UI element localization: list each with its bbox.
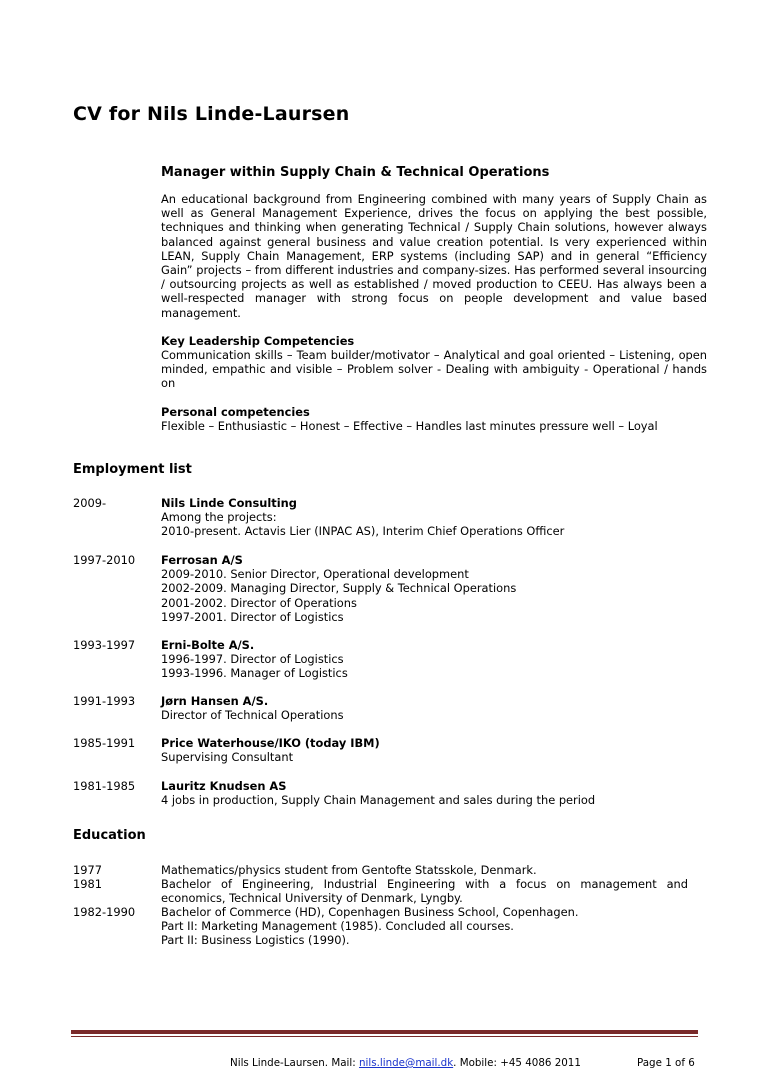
leadership-heading: Key Leadership Competencies bbox=[161, 333, 355, 348]
employment-detail: 2002-2009. Managing Director, Supply & Technical Operations bbox=[161, 581, 517, 596]
employment-company: Lauritz Knudsen AS bbox=[161, 779, 287, 793]
employment-years: 1985-1991 bbox=[73, 736, 136, 750]
personal-text: Flexible – Enthusiastic – Honest – Effective – Handles last minutes pressure well – Loyal bbox=[161, 418, 658, 433]
personal-heading: Personal competencies bbox=[161, 404, 310, 419]
employment-detail: Director of Technical Operations bbox=[161, 708, 344, 723]
education-detail: Bachelor of Commerce (HD), Copenhagen Business School, Copenhagen. bbox=[161, 905, 579, 919]
employment-company: Nils Linde Consulting bbox=[161, 496, 297, 510]
footer-contact bbox=[230, 1057, 581, 1069]
profile-summary: An educational background from Engineering combined with many years of Supply Chain as well as General Management Experience, drives the focus on applying the best possible, techniques and thinking when generating Technical / Supply Chain solutions, however always balanced against general business and value creation potential. Is very experienced within LEAN, Supply Chain Management, ERP systems (including SAP) and in general “Efficiency Gain” projects – from different industries and company-sizes. Has performed several insourcing / outsourcing projects as well as established / moved production to CEEU. Has always been a well-respected manager with strong focus on people development and value based management. bbox=[161, 192, 707, 320]
employment-company: Jørn Hansen A/S. bbox=[161, 694, 269, 708]
employment-detail: Among the projects: bbox=[161, 510, 277, 525]
footer-prefix: Nils Linde-Laursen. Mail: bbox=[230, 1057, 360, 1069]
profile-subtitle: Manager within Supply Chain & Technical Operations bbox=[161, 165, 550, 180]
employment-years: 1991-1993 bbox=[73, 694, 136, 708]
education-years: 1982-1990 bbox=[73, 905, 136, 919]
employment-detail: 2001-2002. Director of Operations bbox=[161, 595, 357, 610]
education-detail: Part II: Marketing Management (1985). Concluded all courses. bbox=[161, 919, 514, 934]
employment-detail: Supervising Consultant bbox=[161, 750, 294, 765]
education-years: 1981 bbox=[73, 877, 102, 891]
page-title: CV for Nils Linde-Laursen bbox=[73, 103, 350, 125]
education-detail: Part II: Business Logistics (1990). bbox=[161, 933, 350, 948]
employment-company: Price Waterhouse/IKO (today IBM) bbox=[161, 736, 380, 750]
employment-years: 1993-1997 bbox=[73, 638, 136, 652]
employment-detail: 1997-2001. Director of Logistics bbox=[161, 609, 344, 624]
education-heading: Education bbox=[73, 828, 146, 843]
education-years: 1977 bbox=[73, 863, 102, 877]
employment-detail: 4 jobs in production, Supply Chain Management and sales during the period bbox=[161, 793, 596, 808]
employment-years: 2009- bbox=[73, 496, 107, 510]
employment-detail: 1993-1996. Manager of Logistics bbox=[161, 666, 348, 681]
footer-rule-thin bbox=[71, 1036, 698, 1037]
employment-detail: 1996-1997. Director of Logistics bbox=[161, 652, 344, 667]
footer-rule bbox=[71, 1030, 698, 1034]
education-detail: Mathematics/physics student from Gentofte Statsskole, Denmark. bbox=[161, 863, 537, 877]
employment-company: Erni-Bolte A/S. bbox=[161, 638, 255, 652]
education-detail: Bachelor of Engineering, Industrial Engineering with a focus on management and economics, Technical University of Denmark, Lyngby. bbox=[161, 877, 688, 906]
page-number: Page 1 of 6 bbox=[637, 1057, 695, 1069]
employment-detail: 2009-2010. Senior Director, Operational development bbox=[161, 567, 469, 582]
leadership-text: Communication skills – Team builder/motivator – Analytical and goal oriented – Listening, open minded, empathic and visible – Problem solver - Dealing with ambiguity - Operational / hands on bbox=[161, 348, 707, 391]
footer-suffix: . Mobile: +45 4086 2011 bbox=[453, 1057, 581, 1069]
employment-heading: Employment list bbox=[73, 462, 192, 477]
employment-detail: 2010-present. Actavis Lier (INPAC AS), Interim Chief Operations Officer bbox=[161, 524, 565, 539]
employment-years: 1997-2010 bbox=[73, 553, 136, 567]
employment-years: 1981-1985 bbox=[73, 779, 136, 793]
intro-section bbox=[161, 165, 707, 433]
employment-company: Ferrosan A/S bbox=[161, 553, 243, 567]
email-link[interactable]: nils.linde@mail.dk bbox=[359, 1057, 454, 1069]
